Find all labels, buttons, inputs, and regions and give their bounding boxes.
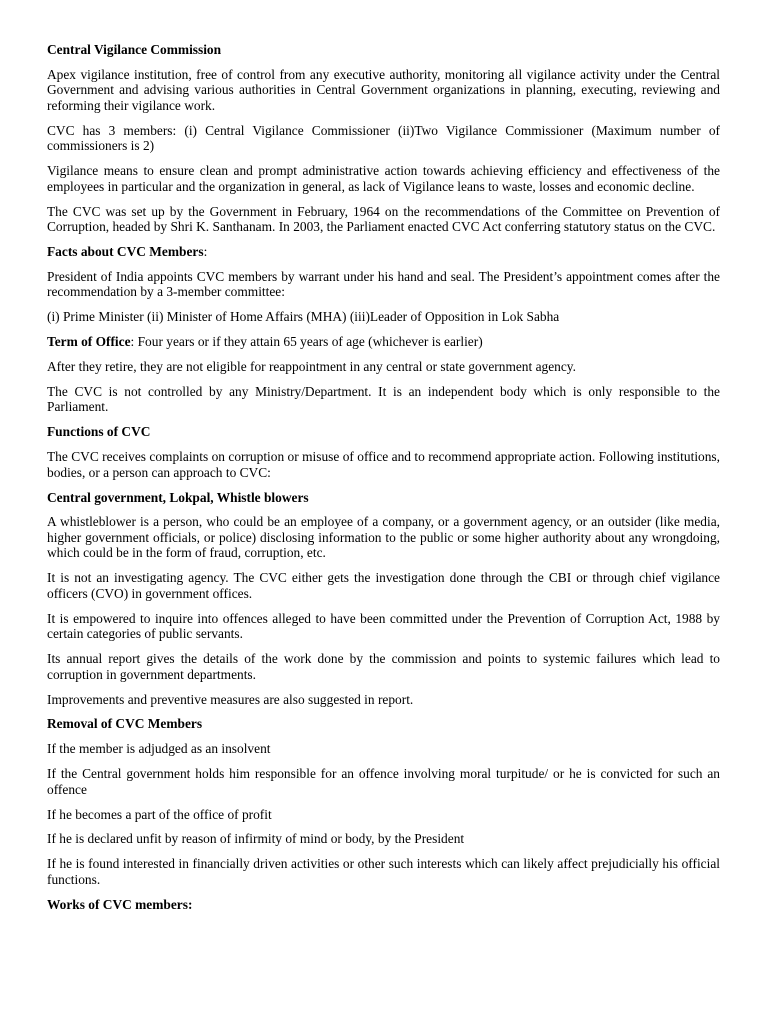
paragraph-receives-complaints: The CVC receives complaints on corruption or misuse of office and to recommend appropriate action. Following institutions, bodies, or a person can approach to CVC:	[47, 449, 720, 480]
paragraph-independent-body: The CVC is not controlled by any Ministry/Department. It is an independent body which is only responsible to the Parliament.	[47, 383, 720, 415]
paragraph-not-investigating-agency: It is not an investigating agency. The CVC either gets the investigation done through the CBI or through chief vigilance officers (CVO) in government offices.	[47, 570, 720, 601]
paragraph-empowered-inquire: It is empowered to inquire into offences alleged to have been committed under the Prevention of Corruption Act, 1988 by certain categories of public servants.	[47, 610, 720, 642]
term-of-office-text: : Four years or if they attain 65 years of age (whichever is earlier)	[130, 334, 483, 350]
heading-works-of-members: Works of CVC members:	[47, 896, 193, 912]
paragraph-removal-unfit: If he is declared unfit by reason of infirmity of mind or body, by the President	[47, 831, 465, 847]
paragraph-removal-insolvent: If the member is adjudged as an insolvent	[47, 741, 271, 757]
paragraph-term-of-office	[47, 334, 720, 350]
paragraph-removal-office-of-profit: If he becomes a part of the office of profit	[47, 806, 272, 822]
paragraph-vigilance-meaning: Vigilance means to ensure clean and prompt administrative action towards achieving efficiency and effectiveness of the employees in particular and the organization in general, as lack of Vigilance leans to waste, losses and economic decline.	[47, 163, 720, 194]
heading-central-vigilance-commission: Central Vigilance Commission	[47, 42, 222, 57]
heading-removal-of-members: Removal of CVC Members	[47, 716, 203, 732]
paragraph-whistleblower: A whistleblower is a person, who could be an employee of a company, or a government agency, or an outsider (like media, higher government officials, or police) disclosing information to the public or some higher authority about any wrongdoing, which could be in the form of fraud, corruption, etc.	[47, 514, 720, 561]
paragraph-after-retire: After they retire, they are not eligible for reappointment in any central or state government agency.	[47, 359, 576, 375]
heading-lokpal-whistle-blowers: Central government, Lokpal, Whistle blowers	[47, 489, 309, 505]
paragraph-cvc-setup: The CVC was set up by the Government in February, 1964 on the recommendations of the Committee on Prevention of Corruption, headed by Shri K. Santhanam. In 2003, the Parliament enacted CVC Act conferring statutory status on the CVC.	[47, 203, 720, 235]
paragraph-president-appoints: President of India appoints CVC members by warrant under his hand and seal. The President’s appointment comes after the recommendation by a 3-member committee:	[47, 268, 720, 300]
heading-facts-about-members	[47, 244, 720, 260]
heading-functions-of-cvc: Functions of CVC	[47, 424, 151, 440]
paragraph-removal-financial-interest: If he is found interested in financially driven activities or other such interests which can likely affect prejudicially his official functions.	[47, 856, 720, 887]
paragraph-committee-list: (i) Prime Minister (ii) Minister of Home Affairs (MHA) (iii)Leader of Opposition in Lok Sabha	[47, 309, 560, 325]
paragraph-improvements: Improvements and preventive measures are also suggested in report.	[47, 691, 414, 707]
term-of-office-label: Term of Office	[47, 334, 131, 350]
paragraph-cvc-members: CVC has 3 members: (i) Central Vigilance Commissioner (ii)Two Vigilance Commissioner (Maximum number of commissioners is 2)	[47, 122, 720, 154]
paragraph-removal-moral-turpitude: If the Central government holds him responsible for an offence involving moral turpitude/ or he is convicted for such an offence	[47, 766, 720, 797]
paragraph-annual-report: Its annual report gives the details of the work done by the commission and points to systemic failures which lead to corruption in government departments.	[47, 651, 720, 682]
paragraph-apex-institution: Apex vigilance institution, free of control from any executive authority, monitoring all vigilance activity under the Central Government and advising various authorities in Central Government organizations in planning, executing, reviewing and reforming their vigilance work.	[47, 66, 720, 113]
heading-facts-label: Facts about CVC Members	[47, 243, 204, 259]
heading-facts-colon: :	[203, 243, 208, 259]
